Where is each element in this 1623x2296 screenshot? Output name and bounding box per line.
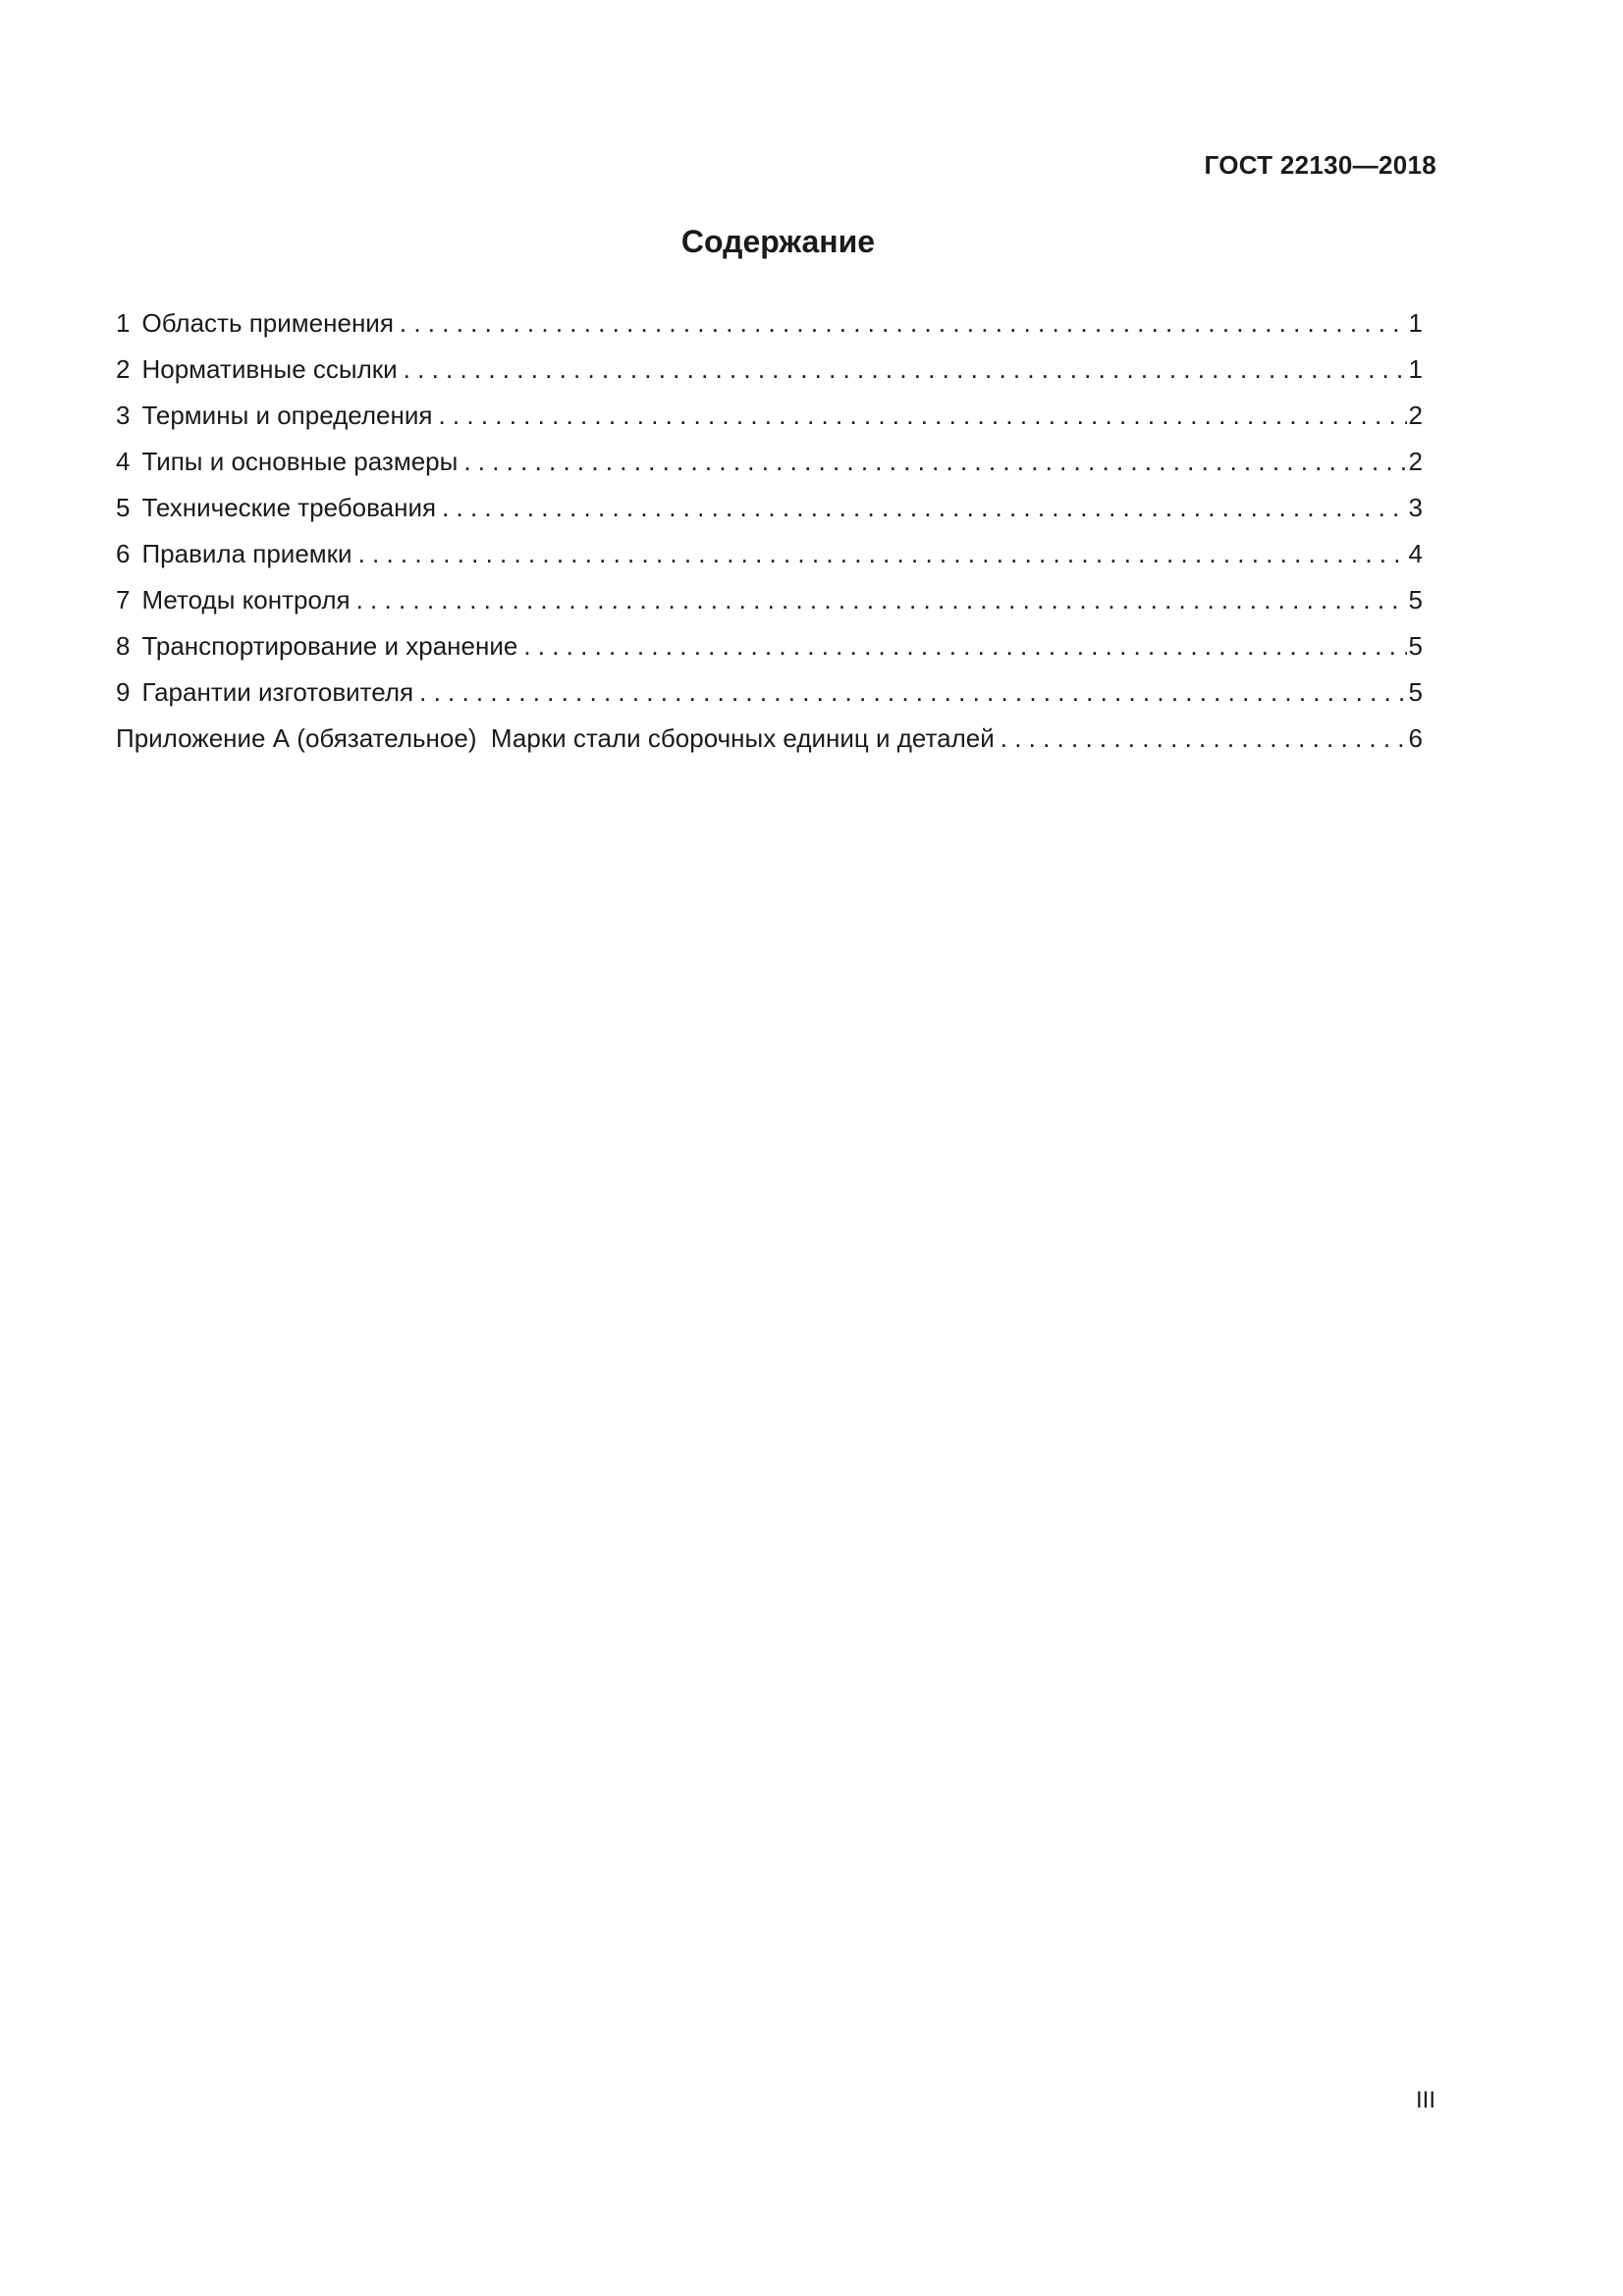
toc-entry-page: 6 — [1408, 723, 1423, 753]
toc-entry-page: 1 — [1408, 354, 1423, 384]
toc-entry-number: 5 — [116, 493, 131, 522]
toc-entry[interactable] — [116, 577, 1423, 623]
toc-entry[interactable] — [116, 485, 1423, 531]
toc-entry-page: 2 — [1408, 400, 1423, 430]
toc-entry-page: 4 — [1408, 539, 1423, 568]
toc-entry-number: 1 — [116, 308, 131, 338]
toc-entry-label: Термины и определения — [141, 400, 433, 430]
toc-entry-page: 2 — [1408, 447, 1423, 476]
toc-entry[interactable] — [116, 347, 1423, 393]
page-number: III — [1415, 2087, 1435, 2113]
document-code: ГОСТ 22130—2018 — [1204, 150, 1436, 180]
toc-entry-label: Технические требования — [141, 493, 437, 522]
toc-entry-label: Гарантии изготовителя — [141, 677, 414, 707]
toc-entry[interactable] — [116, 669, 1423, 716]
toc-entry-page: 1 — [1408, 308, 1423, 338]
toc-entry-number: 4 — [116, 447, 131, 476]
toc-leader-dots — [438, 393, 1406, 439]
toc-entry-label: Приложение А (обязательное) Марки стали сборочных единиц и деталей — [116, 723, 995, 753]
toc-entry-appendix[interactable] — [116, 716, 1423, 762]
toc-entry-label: Методы контроля — [141, 585, 351, 614]
toc-entry-label: Транспортирование и хранение — [141, 631, 518, 661]
toc-leader-dots — [358, 531, 1407, 577]
toc-leader-dots — [400, 300, 1407, 347]
toc-title: Содержание — [680, 224, 876, 259]
toc-entry-number: 3 — [116, 400, 131, 430]
toc-entry-number: 2 — [116, 354, 131, 384]
toc-entry-page: 5 — [1408, 631, 1423, 661]
toc-leader-dots — [404, 347, 1407, 393]
toc-leader-dots — [523, 623, 1406, 669]
toc-entry[interactable] — [116, 300, 1423, 347]
toc-entry-number: 6 — [116, 539, 131, 568]
toc-entry[interactable] — [116, 393, 1423, 439]
toc-entry[interactable] — [116, 531, 1423, 577]
toc-entry-number: 8 — [116, 631, 131, 661]
toc-entry-number: 7 — [116, 585, 131, 614]
toc-entry-label: Нормативные ссылки — [141, 354, 398, 384]
toc-leader-dots — [356, 577, 1407, 623]
toc-entry-number: 9 — [116, 677, 131, 707]
toc-entry-page: 5 — [1408, 677, 1423, 707]
toc-entry-label: Правила приемки — [141, 539, 352, 568]
toc-leader-dots — [1001, 716, 1407, 762]
toc-leader-dots — [463, 439, 1406, 485]
toc-leader-dots — [419, 669, 1406, 716]
table-of-contents — [116, 300, 1423, 762]
toc-entry[interactable] — [116, 439, 1423, 485]
toc-entry-label: Область применения — [141, 308, 394, 338]
toc-entry-page: 5 — [1408, 585, 1423, 614]
toc-entry-label: Типы и основные размеры — [141, 447, 459, 476]
toc-entry[interactable] — [116, 623, 1423, 669]
toc-leader-dots — [442, 485, 1406, 531]
toc-entry-page: 3 — [1408, 493, 1423, 522]
